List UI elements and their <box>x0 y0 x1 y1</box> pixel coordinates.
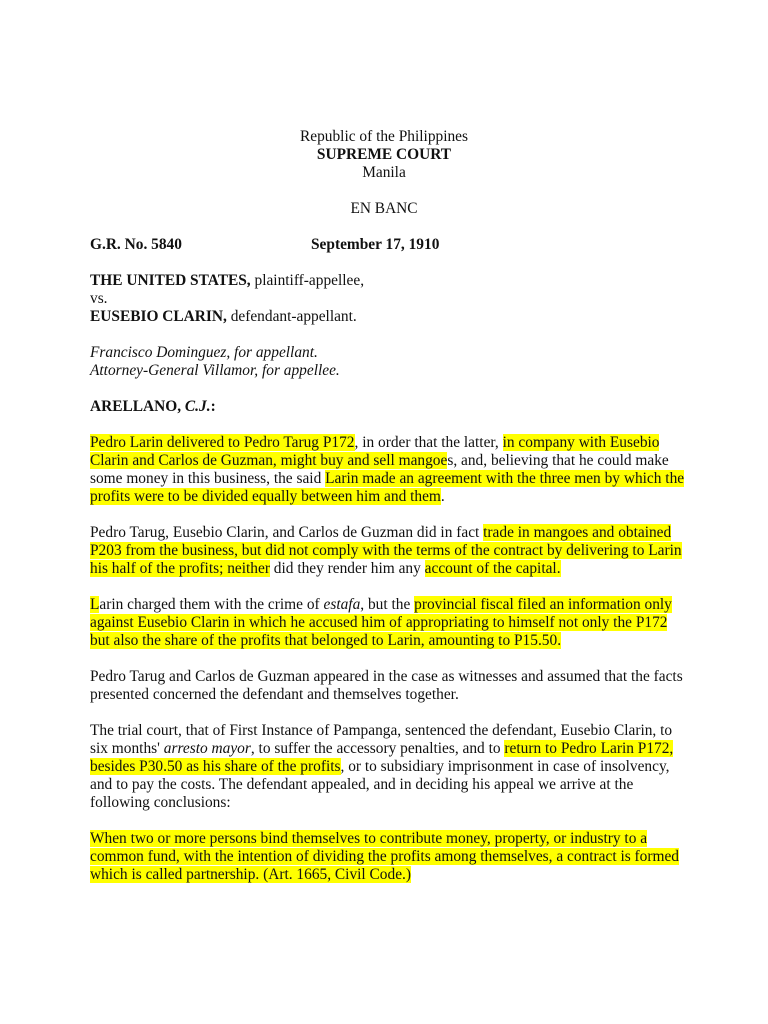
ponente-surname: ARELLANO, <box>90 398 185 415</box>
italic-term: estafa <box>323 596 361 613</box>
highlight-span: in company with Eusebio Clarin and Carlos de Guzman, might buy and sell mangoe <box>90 434 660 469</box>
paragraph-6 <box>90 830 690 884</box>
city-line: Manila <box>362 164 406 181</box>
paragraph-5 <box>90 722 690 812</box>
text-span: , in order that the latter, <box>354 434 503 451</box>
highlight-span: trade in mangoes and obtained P203 from the business, but did not comply with the terms of the contract by delivering to Larin his half of the profits; neither <box>90 524 682 577</box>
counsel-appellant-text: Francisco Dominguez, for appellant. <box>90 344 318 361</box>
text-span: Pedro Tarug, Eusebio Clarin, and Carlos de Guzman did in fact <box>90 524 484 541</box>
ponente-name <box>90 398 216 415</box>
text-span: Pedro Tarug and Carlos de Guzman appeared in the case as witnesses and assumed that the facts presented concerned the defendant and themselves together. <box>90 668 683 703</box>
plaintiff-line <box>90 272 690 290</box>
counsel-appellee-text: Attorney-General Villamor, for appellee. <box>90 362 340 379</box>
paragraph-4 <box>90 668 690 704</box>
defendant-name: EUSEBIO CLARIN, <box>90 308 227 325</box>
ponente-line <box>90 398 690 416</box>
republic-line: Republic of the Philippines <box>300 128 468 145</box>
paragraph-1 <box>90 434 690 506</box>
counsel-appellee <box>90 362 690 380</box>
paragraph-3 <box>90 596 690 650</box>
defendant-role: defendant-appellant. <box>226 308 357 325</box>
versus-line: vs. <box>90 290 108 307</box>
text-span: arin charged them with the crime of <box>99 596 324 613</box>
highlight-span: account of the capital. <box>424 560 561 577</box>
court-name-text: SUPREME COURT <box>316 146 452 163</box>
highlight-span: provincial fiscal filed an information only against Eusebio Clarin in which he accused him of appropriating to himself not only the P172 but also the share of the profits that belonged to Larin, amounting to P15.50. <box>90 596 672 649</box>
italic-term: arresto mayor <box>163 740 251 757</box>
division-line: EN BANC <box>350 200 418 217</box>
plaintiff-role: plaintiff-appellee, <box>250 272 365 289</box>
text-span: s, and, believing that he could make some money in this business, the said <box>90 452 669 487</box>
highlight-span: Pedro Larin delivered to Pedro Tarug P172 <box>90 434 355 451</box>
text-span: , to suffer the accessory penalties, and to <box>250 740 505 757</box>
paragraph-2 <box>90 524 690 578</box>
text-span: The trial court, that of First Instance of Pampanga, sentenced the defendant, Eusebio Clarin, to six months' <box>90 722 673 757</box>
ponente-title: C.J. <box>184 398 211 415</box>
counsel-appellant <box>90 344 690 362</box>
plaintiff-name: THE UNITED STATES, <box>90 272 251 289</box>
text-span: . <box>440 488 445 505</box>
text-span: , or to subsidiary imprisonment in case of insolvency, and to pay the costs. The defendant appealed, and in deciding his appeal we arrive at the following conclusions: <box>90 758 670 811</box>
decision-date: September 17, 1910 <box>311 236 440 253</box>
gr-number: G.R. No. 5840 <box>90 236 182 253</box>
text-span: , but the <box>360 596 415 613</box>
court-name <box>0 146 768 164</box>
text-span: did they render him any <box>269 560 425 577</box>
defendant-line <box>90 308 690 326</box>
highlight-span: When two or more persons bind themselves to contribute money, property, or industry to a common fund, with the intention of dividing the profits among themselves, a contract is formed which is called partnership. (Art. 1665, Civil Code.) <box>90 830 679 883</box>
case-number-line <box>90 236 690 254</box>
highlight-span: L <box>90 596 100 613</box>
ponente-colon: : <box>210 398 216 415</box>
highlight-span: Larin made an agreement with the three men by which the profits were to be divided equally between him and them <box>90 470 685 505</box>
highlight-span: return to Pedro Larin P172, besides P30.50 as his share of the profits <box>90 740 674 775</box>
